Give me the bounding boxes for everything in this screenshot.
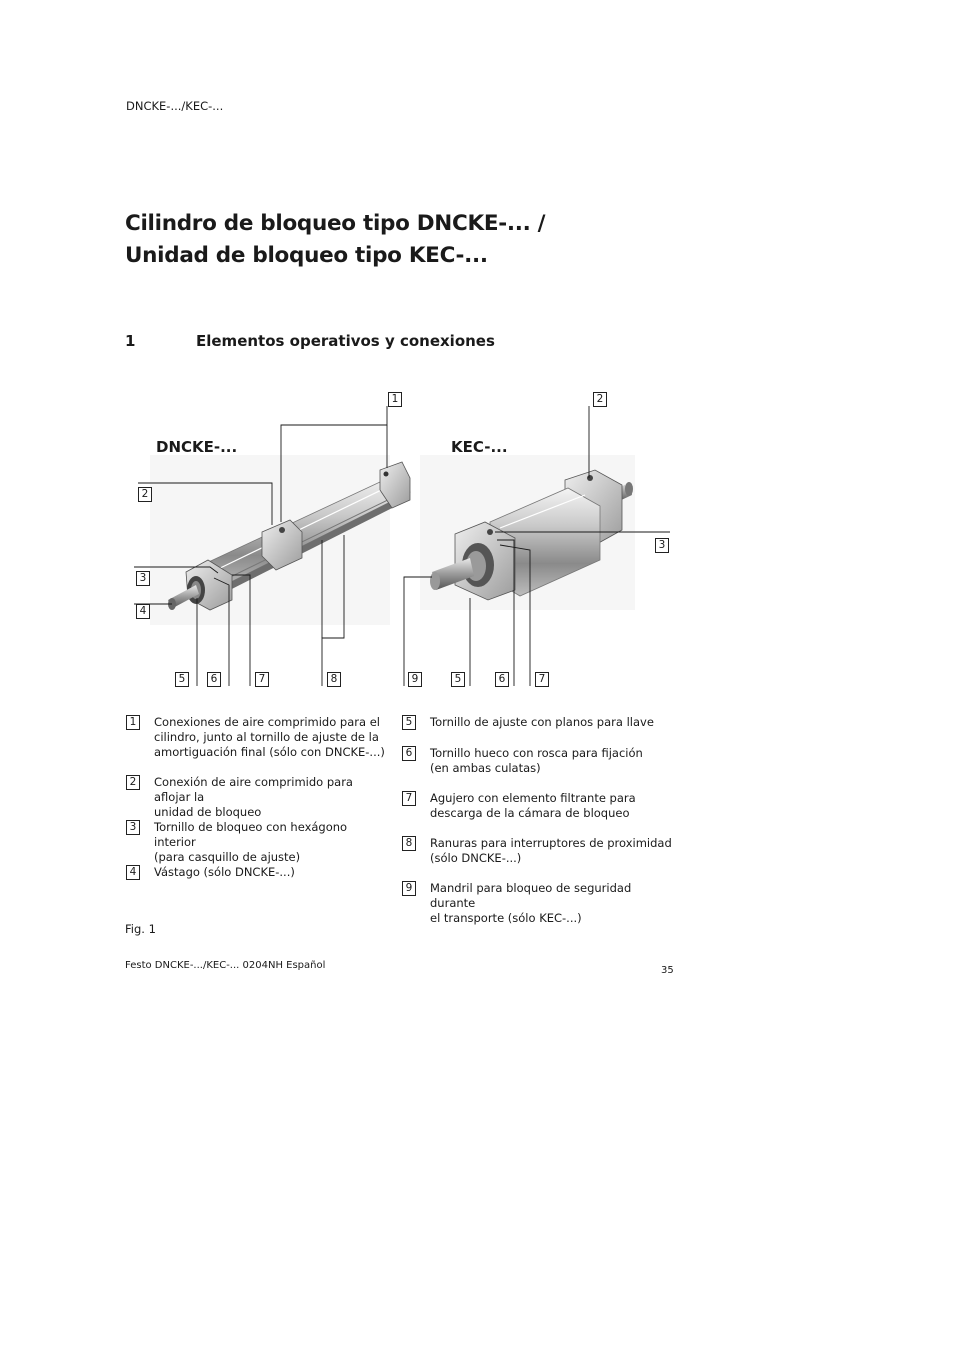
callout-3-dncke: 3 <box>136 571 150 586</box>
callout-1: 1 <box>388 392 402 407</box>
legend-item-8 <box>402 836 672 871</box>
legend-text: Tornillo hueco con rosca para fijación (en ambas culatas) <box>430 746 643 775</box>
legend-item-9 <box>402 881 672 925</box>
legend-number: 7 <box>402 791 416 806</box>
callout-6-kec: 6 <box>495 672 509 687</box>
callout-6-dncke: 6 <box>207 672 221 687</box>
legend-item-1 <box>126 715 391 765</box>
callout-8: 8 <box>327 672 341 687</box>
title-line-2: Unidad de bloqueo tipo KEC-... <box>125 243 488 268</box>
legend-number: 1 <box>126 715 140 730</box>
callout-2-kec: 2 <box>593 392 607 407</box>
figure-label-dncke: DNCKE-... <box>156 438 238 456</box>
callout-3-kec: 3 <box>655 538 669 553</box>
callout-5-kec: 5 <box>451 672 465 687</box>
footer-document-id: Festo DNCKE-.../KEC-... 0204NH Español <box>125 960 326 971</box>
legend-number: 9 <box>402 881 416 896</box>
legend-item-5 <box>402 715 672 735</box>
legend-number: 4 <box>126 865 140 880</box>
legend-item-6 <box>402 746 672 781</box>
callout-7-kec: 7 <box>535 672 549 687</box>
section-heading: Elementos operativos y conexiones <box>196 332 495 350</box>
title-line-1: Cilindro de bloqueo tipo DNCKE-... / <box>125 211 546 236</box>
legend-text: Tornillo de ajuste con planos para llave <box>430 715 654 729</box>
page-number: 35 <box>661 965 674 976</box>
callout-5-dncke: 5 <box>175 672 189 687</box>
legend-text: Ranuras para interruptores de proximidad (sólo DNCKE-...) <box>430 836 672 865</box>
callout-9: 9 <box>408 672 422 687</box>
legend-text: Vástago (sólo DNCKE-...) <box>154 865 295 879</box>
callout-2-dncke: 2 <box>138 487 152 502</box>
legend-text: Conexiones de aire comprimido para el cilindro, junto al tornillo de ajuste de la amortiguación final (sólo con DNCKE-...) <box>154 715 385 759</box>
legend-item-3 <box>126 820 391 864</box>
legend-text: Conexión de aire comprimido para aflojar la unidad de bloqueo <box>154 775 353 819</box>
legend-number: 3 <box>126 820 140 835</box>
figure-label-kec: KEC-... <box>451 438 508 456</box>
legend-text: Agujero con elemento filtrante para descarga de la cámara de bloqueo <box>430 791 636 820</box>
legend-item-4 <box>126 865 391 885</box>
legend-text: Mandril para bloqueo de seguridad durante el transporte (sólo KEC-...) <box>430 881 632 925</box>
callout-4: 4 <box>136 604 150 619</box>
legend-item-2 <box>126 775 391 819</box>
running-header: DNCKE-.../KEC-... <box>126 99 224 113</box>
section-number: 1 <box>125 332 136 350</box>
legend-item-7 <box>402 791 672 826</box>
legend-number: 5 <box>402 715 416 730</box>
figure-caption: Fig. 1 <box>125 922 156 936</box>
legend-number: 2 <box>126 775 140 790</box>
legend-number: 8 <box>402 836 416 851</box>
legend-number: 6 <box>402 746 416 761</box>
legend-text: Tornillo de bloqueo con hexágono interior (para casquillo de ajuste) <box>154 820 348 864</box>
callout-7-dncke: 7 <box>255 672 269 687</box>
